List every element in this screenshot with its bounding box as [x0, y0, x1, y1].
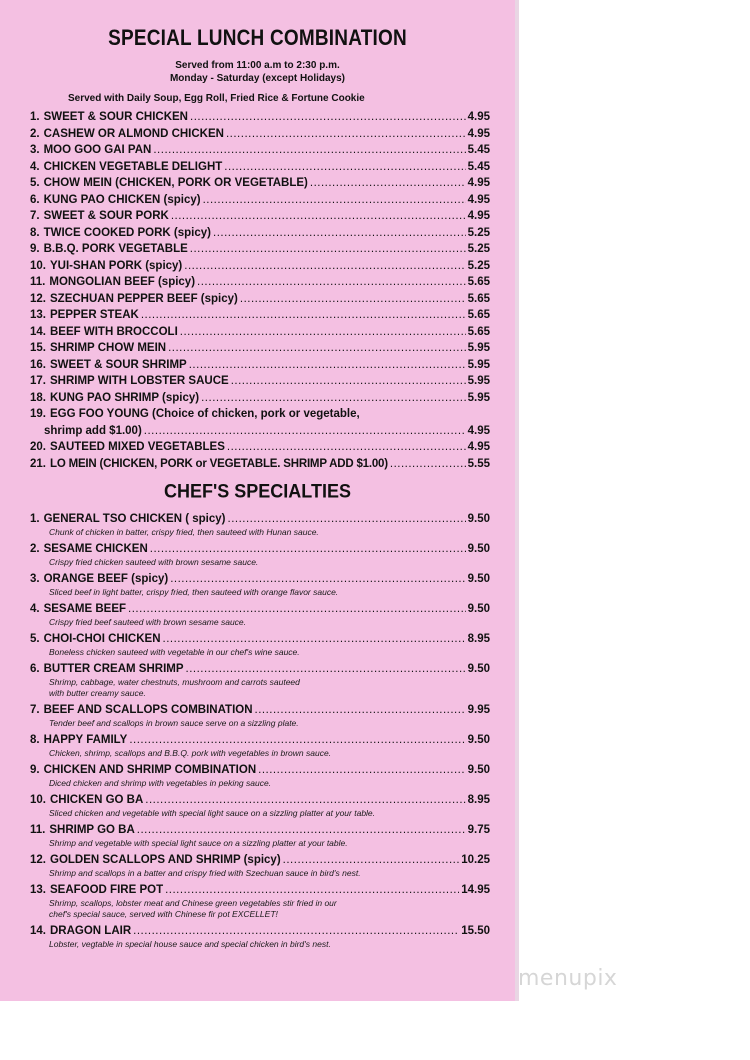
item-price: 4.95	[467, 193, 490, 206]
item-description: Sliced chicken and vegetable with special light sauce on a sizzling platter at your table.	[49, 808, 376, 818]
item-description: Crispy fried chicken sauteed with brown sesame sauce.	[49, 557, 259, 567]
item-price: 4.95	[467, 210, 490, 222]
dot-leader	[240, 292, 466, 306]
menu-item	[30, 374, 490, 388]
menu-item	[30, 853, 490, 867]
menu-item	[30, 572, 490, 586]
item-name: SWEET & SOUR CHICKEN	[43, 111, 188, 123]
item-price: 9.50	[467, 513, 490, 525]
item-price: 4.95	[467, 441, 490, 453]
item-name: EGG FOO YOUNG (Choice of chicken, pork or vegetable,	[50, 408, 360, 420]
item-number: 9.	[30, 243, 40, 255]
item-number: 14.	[30, 925, 46, 937]
lunch-title: SPECIAL LUNCH COMBINATION	[108, 26, 407, 51]
dot-leader	[141, 308, 466, 322]
item-description: Shrimp and vegetable with special light sauce on a sizzling platter at your table.	[49, 838, 348, 848]
dot-leader	[283, 853, 460, 867]
dot-leader	[310, 176, 466, 190]
item-number: 1.	[30, 513, 40, 525]
item-number: 1.	[30, 111, 40, 123]
item-number: 10.	[30, 259, 46, 272]
item-price: 8.95	[467, 794, 490, 806]
item-number: 12.	[30, 854, 46, 866]
item-name: SESAME BEEF	[43, 603, 127, 615]
item-name: BEEF AND SCALLOPS COMBINATION	[43, 704, 253, 716]
served-with: Served with Daily Soup, Egg Roll, Fried Rice & Fortune Cookie	[68, 93, 365, 104]
item-name: CASHEW OR ALMOND CHICKEN	[43, 127, 224, 140]
item-name: MONGOLIAN BEEF (spicy)	[49, 276, 196, 288]
item-price: 4.95	[467, 177, 490, 189]
dot-leader	[163, 632, 466, 646]
item-price: 14.95	[461, 884, 490, 896]
item-name: SEAFOOD FIRE POT	[50, 884, 164, 896]
dot-leader	[190, 110, 466, 124]
item-price: 5.25	[467, 243, 490, 255]
item-description: Boneless chicken sauteed with vegetable in our chef's wine sauce.	[49, 647, 300, 657]
item-description: Shrimp, cabbage, water chestnuts, mushroom and carrots sauteed	[49, 677, 300, 687]
menu-item	[30, 259, 490, 273]
item-name: BUTTER CREAM SHRIMP	[43, 663, 184, 675]
menu-item	[30, 763, 490, 777]
item-name: SHRIMP GO BA	[49, 824, 135, 836]
item-price: 5.65	[467, 276, 490, 288]
item-number: 17.	[30, 375, 46, 387]
item-name: ORANGE BEEF (spicy)	[43, 573, 169, 585]
item-name: B.B.Q. PORK VEGETABLE	[43, 243, 188, 255]
item-name: KUNG PAO CHICKEN (spicy)	[43, 193, 201, 206]
dot-leader	[180, 325, 466, 339]
item-name: TWICE COOKED PORK (spicy)	[43, 226, 211, 239]
item-price: 5.45	[467, 160, 490, 173]
item-name: PEPPER STEAK	[50, 309, 139, 321]
item-description: chef's special sauce, served with Chinese fir pot EXCELLET!	[49, 909, 278, 919]
item-name: LO MEIN (CHICKEN, PORK or VEGETABLE. SHRIMP ADD $1.00)	[50, 457, 388, 470]
dot-leader	[231, 374, 466, 388]
item-name: SAUTEED MIXED VEGETABLES	[50, 441, 225, 453]
item-number: 7.	[30, 704, 40, 716]
menu-item	[30, 407, 490, 421]
item-description: Shrimp and scallops in a batter and crispy fried with Szechuan sauce in bird's nest.	[49, 868, 361, 878]
item-number: 8.	[30, 226, 40, 239]
item-price: 5.25	[467, 226, 490, 239]
dot-leader	[128, 602, 466, 616]
item-number: 9.	[30, 764, 40, 776]
menu-item	[30, 308, 490, 322]
item-price: 4.95	[467, 424, 490, 437]
menu-item	[30, 325, 490, 339]
item-number: 10.	[30, 794, 46, 806]
item-number: 5.	[30, 633, 40, 645]
item-name: SHRIMP CHOW MEIN	[50, 342, 167, 354]
menu-item	[30, 292, 490, 306]
item-price: 9.75	[467, 824, 490, 836]
item-price: 5.45	[467, 144, 490, 156]
item-number: 11.	[30, 824, 46, 836]
item-price: 9.50	[467, 603, 490, 615]
item-number: 12.	[30, 292, 46, 305]
item-price: 4.95	[467, 111, 490, 123]
item-number: 7.	[30, 210, 40, 222]
item-name-continued: shrimp add $1.00)	[44, 424, 142, 437]
item-number: 21.	[30, 457, 46, 470]
item-name: DRAGON LAIR	[50, 925, 132, 937]
item-price: 9.50	[467, 663, 490, 675]
menu-item	[30, 542, 490, 556]
item-number: 3.	[30, 573, 40, 585]
dot-leader	[258, 763, 465, 777]
menu-item	[30, 275, 490, 289]
item-description: Chicken, shrimp, scallops and B.B.Q. pork with vegetables in brown sauce.	[49, 748, 332, 758]
item-description: Chunk of chicken in batter, crispy fried, then sauteed with Hunan sauce.	[49, 527, 319, 537]
item-number: 11.	[30, 276, 46, 288]
menu-item	[30, 226, 490, 240]
item-number: 3.	[30, 144, 40, 156]
item-number: 6.	[30, 663, 40, 675]
item-number: 13.	[30, 309, 46, 321]
page-edge	[515, 0, 519, 1001]
menu-item	[30, 209, 490, 223]
dot-leader	[137, 823, 466, 837]
dot-leader	[153, 143, 465, 157]
item-name: GENERAL TSO CHICKEN ( spicy)	[43, 513, 226, 525]
dot-leader	[171, 209, 466, 223]
menu-item	[30, 602, 490, 616]
menu-item-continued	[44, 424, 490, 438]
served-days: Monday - Saturday (except Holidays)	[169, 73, 346, 84]
menu-item	[30, 632, 490, 646]
item-name: BEEF WITH BROCCOLI	[50, 325, 178, 338]
item-name: CHICKEN VEGETABLE DELIGHT	[43, 160, 223, 173]
item-price: 8.95	[467, 633, 490, 645]
menu-item	[30, 242, 490, 256]
item-name: MOO GOO GAI PAN	[43, 144, 152, 156]
item-price: 4.95	[467, 127, 490, 140]
dot-leader	[150, 542, 466, 556]
item-number: 4.	[30, 160, 40, 173]
item-description: Sliced beef in light batter, crispy fried, then sauteed with orange flavor sauce.	[49, 587, 339, 597]
item-price: 5.95	[467, 375, 490, 387]
item-price: 5.55	[467, 457, 490, 470]
item-number: 19.	[30, 408, 46, 420]
dot-leader	[129, 733, 465, 747]
item-price: 9.95	[467, 704, 490, 716]
dot-leader	[168, 341, 466, 355]
item-description: Lobster, vegtable in special house sauce and special chicken in bird's nest.	[49, 939, 331, 949]
watermark: menupix	[518, 966, 618, 991]
item-price: 10.25	[461, 854, 490, 866]
item-name: CHOW MEIN (CHICKEN, PORK OR VEGETABLE)	[43, 177, 308, 189]
dot-leader	[227, 440, 466, 454]
item-description: with butter creamy sauce.	[49, 688, 146, 698]
item-name: CHOI-CHOI CHICKEN	[43, 633, 161, 645]
item-price: 5.95	[467, 391, 490, 404]
item-name: KUNG PAO SHRIMP (spicy)	[50, 391, 200, 404]
menu-item	[30, 512, 490, 526]
item-name: YUI-SHAN PORK (spicy)	[50, 259, 183, 272]
item-number: 5.	[30, 177, 40, 189]
item-price: 5.25	[467, 259, 490, 272]
item-number: 4.	[30, 603, 40, 615]
served-hours: Served from 11:00 a.m to 2:30 p.m.	[175, 60, 340, 71]
item-price: 5.95	[467, 342, 490, 354]
item-name: SESAME CHICKEN	[43, 543, 148, 555]
dot-leader	[224, 160, 465, 174]
item-name: HAPPY FAMILY	[43, 734, 128, 746]
menu-item	[30, 440, 490, 454]
dot-leader	[390, 457, 466, 471]
dot-leader	[201, 391, 466, 405]
dot-leader	[165, 883, 459, 897]
dot-leader	[186, 662, 466, 676]
item-price: 15.50	[461, 925, 490, 937]
item-name: CHICKEN AND SHRIMP COMBINATION	[43, 764, 257, 776]
menu-item	[30, 110, 490, 124]
menu-item	[30, 127, 490, 141]
menu-item	[30, 176, 490, 190]
menu-item	[30, 160, 490, 174]
item-name: SZECHUAN PEPPER BEEF (spicy)	[50, 292, 238, 305]
menu-item	[30, 457, 490, 471]
item-price: 9.50	[467, 764, 490, 776]
dot-leader	[184, 259, 465, 273]
item-price: 9.50	[467, 573, 490, 585]
item-price: 5.95	[467, 358, 490, 371]
dot-leader	[213, 226, 466, 240]
menu-item	[30, 391, 490, 405]
item-price: 9.50	[467, 543, 490, 555]
item-name: CHICKEN GO BA	[50, 794, 144, 806]
item-description: Diced chicken and shrimp with vegetables in peking sauce.	[49, 778, 272, 788]
item-price: 5.65	[467, 309, 490, 321]
item-number: 18.	[30, 391, 46, 404]
dot-leader	[170, 572, 465, 586]
item-price: 5.65	[467, 325, 490, 338]
dot-leader	[255, 703, 466, 717]
menu-item	[30, 883, 490, 897]
menu-item	[30, 823, 490, 837]
item-description: Tender beef and scallops in brown sauce serve on a sizzling plate.	[49, 718, 299, 728]
item-price: 9.50	[467, 734, 490, 746]
item-description: Shrimp, scallops, lobster meat and Chinese green vegetables stir fried in our	[49, 898, 337, 908]
item-number: 14.	[30, 325, 46, 338]
dot-leader	[197, 275, 466, 289]
dot-leader	[228, 512, 466, 526]
item-number: 6.	[30, 193, 40, 206]
dot-leader	[189, 358, 466, 372]
dot-leader	[133, 924, 459, 938]
menu-item	[30, 358, 490, 372]
item-number: 2.	[30, 543, 40, 555]
dot-leader	[226, 127, 466, 141]
item-number: 20.	[30, 441, 46, 453]
menu-item	[30, 733, 490, 747]
item-number: 15.	[30, 342, 46, 354]
item-name: GOLDEN SCALLOPS AND SHRIMP (spicy)	[50, 854, 281, 866]
item-number: 2.	[30, 127, 40, 140]
menu-item	[30, 193, 490, 207]
dot-leader	[190, 242, 466, 256]
menu-item	[30, 703, 490, 717]
menu-item	[30, 341, 490, 355]
dot-leader	[145, 793, 465, 807]
item-number: 16.	[30, 358, 46, 371]
menu-item	[30, 924, 490, 938]
item-number: 8.	[30, 734, 40, 746]
menu-item	[30, 662, 490, 676]
item-description: Crispy fried beef sauteed with brown sesame sauce.	[49, 617, 247, 627]
item-price: 5.65	[467, 292, 490, 305]
item-name: SHRIMP WITH LOBSTER SAUCE	[50, 375, 229, 387]
chef-title: CHEF'S SPECIALTIES	[164, 479, 351, 502]
item-name: SWEET & SOUR PORK	[43, 210, 169, 222]
item-name: SWEET & SOUR SHRIMP	[50, 358, 187, 371]
dot-leader	[203, 193, 466, 207]
menu-item	[30, 793, 490, 807]
item-number: 13.	[30, 884, 46, 896]
menu-item	[30, 143, 490, 157]
dot-leader	[144, 424, 466, 438]
